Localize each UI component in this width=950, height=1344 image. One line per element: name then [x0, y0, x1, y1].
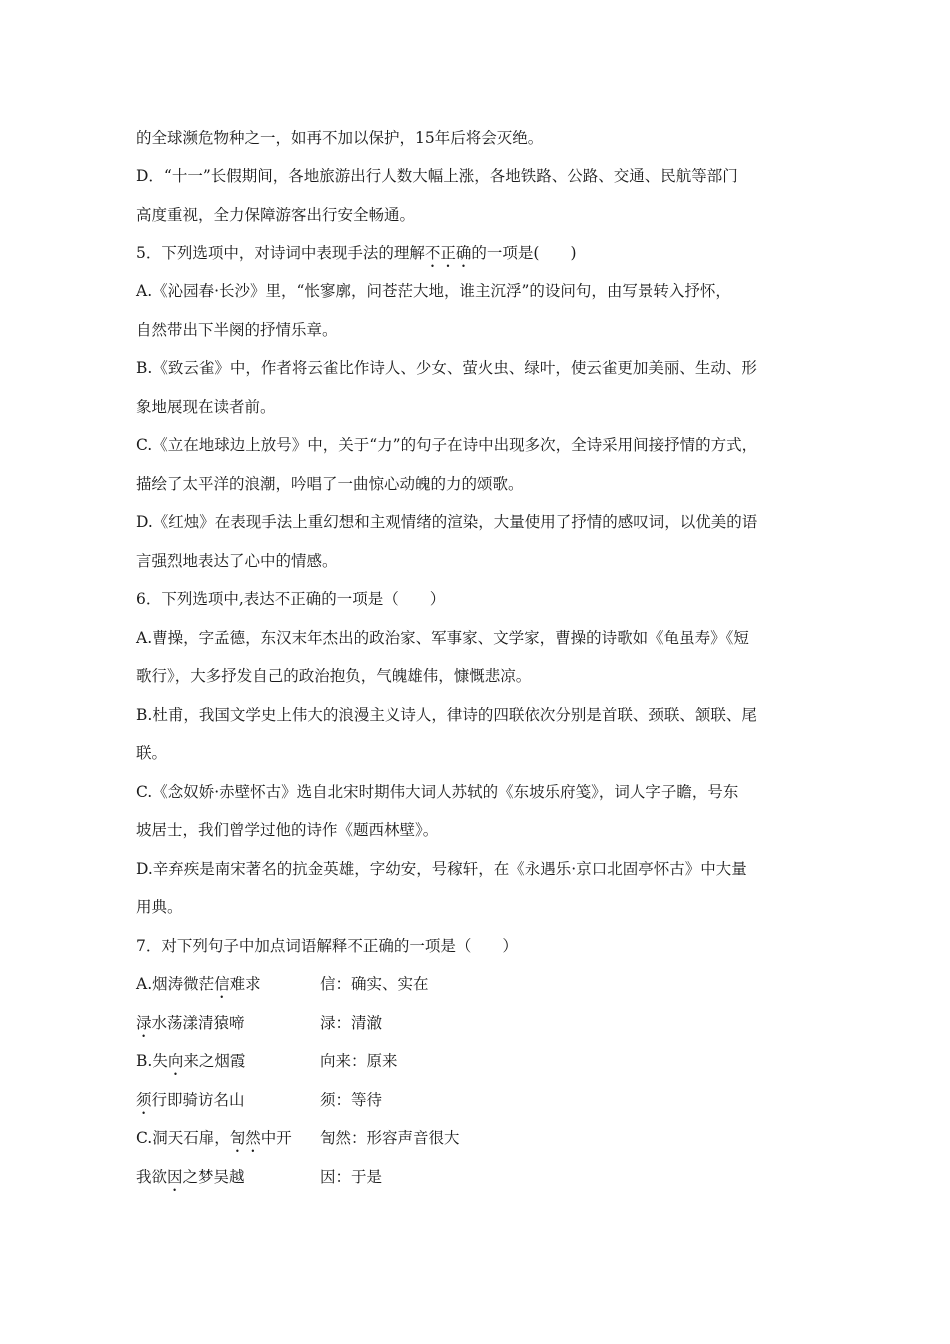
emphasized-word: 渌 — [136, 1014, 152, 1032]
q6-option-a-line2: 歌行》，大多抒发自己的政治抱负，气魄雄伟，慷慨悲凉。 — [136, 667, 532, 685]
q7-definition: 訇然：形容声音很大 — [320, 1129, 460, 1147]
sentence-text: 中开 — [260, 1129, 292, 1147]
q7-row — [136, 1013, 816, 1041]
q7-definition: 信：确实、实在 — [320, 975, 429, 993]
q5-option-d-line2: 言强烈地表达了心中的情感。 — [136, 552, 338, 570]
q5-option-a-line2: 自然带出下半阕的抒情乐章。 — [136, 321, 338, 339]
sentence-text: 我欲 — [136, 1168, 168, 1186]
sentence-text: A.烟涛微茫 — [136, 975, 215, 993]
q5-option-c-line2: 描绘了太平洋的浪潮，吟唱了一曲惊心动魄的力的颂歌。 — [136, 475, 524, 493]
q6-option-c-line2: 坡居士，我们曾学过他的诗作《题西林壁》。 — [136, 821, 439, 839]
emphasized-word: 信 — [214, 975, 230, 993]
q7-definition: 渌：清澈 — [320, 1014, 383, 1032]
emphasized-word: 须 — [136, 1091, 152, 1109]
q5-option-d-line1: D.《红烛》在表现手法上重幻想和主观情绪的渲染，大量使用了抒情的感叹词，以优美的语 — [136, 513, 758, 531]
emphasized-word: 訇然 — [229, 1129, 261, 1147]
q5-option-b-line1: B.《致云雀》中，作者将云雀比作诗人、少女、萤火虫、绿叶，使云雀更加美丽、生动、形 — [136, 359, 757, 377]
stem-text: 5．下列选项中，对诗词中表现手法的理解 — [136, 244, 425, 262]
q5-option-a-line1: A.《沁园春·长沙》里，“怅寥廓，问苍茫大地，谁主沉浮”的设问句，由写景转入抒怀， — [136, 282, 731, 300]
option-d-line1: D．“十一”长假期间，各地旅游出行人数大幅上涨，各地铁路、公路、交通、民航等部门 — [136, 167, 738, 185]
question-6-stem: 6．下列选项中,表达不正确的一项是（ ） — [136, 590, 446, 608]
q6-option-c-line1: C.《念奴娇·赤壁怀古》选自北宋时期伟大词人苏轼的《东坡乐府笺》，词人字子瞻，号东 — [136, 783, 739, 801]
question-5-stem — [136, 243, 816, 271]
q5-option-b-line2: 象地展现在读者前。 — [136, 398, 276, 416]
sentence-text: C.洞天石扉， — [136, 1129, 230, 1147]
paragraph-line: 的全球濒危物种之一，如再不加以保护，15年后将会灭绝。 — [136, 129, 544, 147]
q7-row — [136, 1090, 816, 1118]
question-7-stem: 7．对下列句子中加点词语解释不正确的一项是（ ） — [136, 937, 518, 955]
emphasized-word: 向 — [167, 1052, 184, 1070]
option-d-line2: 高度重视，全力保障游客出行安全畅通。 — [136, 206, 416, 224]
q7-row — [136, 1167, 816, 1195]
q7-definition: 向来：原来 — [320, 1052, 398, 1070]
q5-option-c-line1: C.《立在地球边上放号》中，关于“力”的句子在诗中出现多次，全诗采用间接抒情的方式， — [136, 436, 758, 454]
q7-definition: 须：等待 — [320, 1091, 383, 1109]
sentence-text: 难求 — [229, 975, 261, 993]
q6-option-d-line2: 用典。 — [136, 898, 183, 916]
emphasized-text: 不正确 — [424, 244, 472, 262]
sentence-text: 之梦吴越 — [182, 1168, 245, 1186]
sentence-text: 来之烟霞 — [183, 1052, 246, 1070]
emphasized-word: 因 — [167, 1168, 183, 1186]
sentence-text: 行即骑访名山 — [151, 1091, 245, 1109]
q7-row — [136, 1128, 816, 1156]
sentence-text: B.失 — [136, 1052, 168, 1070]
stem-text: 的一项是( ) — [471, 244, 577, 262]
q7-definition: 因：于是 — [320, 1168, 383, 1186]
q7-row — [136, 1051, 816, 1079]
q6-option-a-line1: A.曹操，字孟德，东汉末年杰出的政治家、军事家、文学家，曹操的诗歌如《龟虽寿》《短 — [136, 629, 749, 647]
sentence-text: 水荡漾清猿啼 — [151, 1014, 245, 1032]
q7-row — [136, 974, 816, 1002]
q6-option-b-line1: B.杜甫，我国文学史上伟大的浪漫主义诗人，律诗的四联依次分别是首联、颈联、颔联、尾 — [136, 706, 757, 724]
q6-option-d-line1: D.辛弃疾是南宋著名的抗金英雄，字幼安，号稼轩，在《永遇乐·京口北固亭怀古》中大量 — [136, 860, 747, 878]
q6-option-b-line2: 联。 — [136, 744, 168, 762]
